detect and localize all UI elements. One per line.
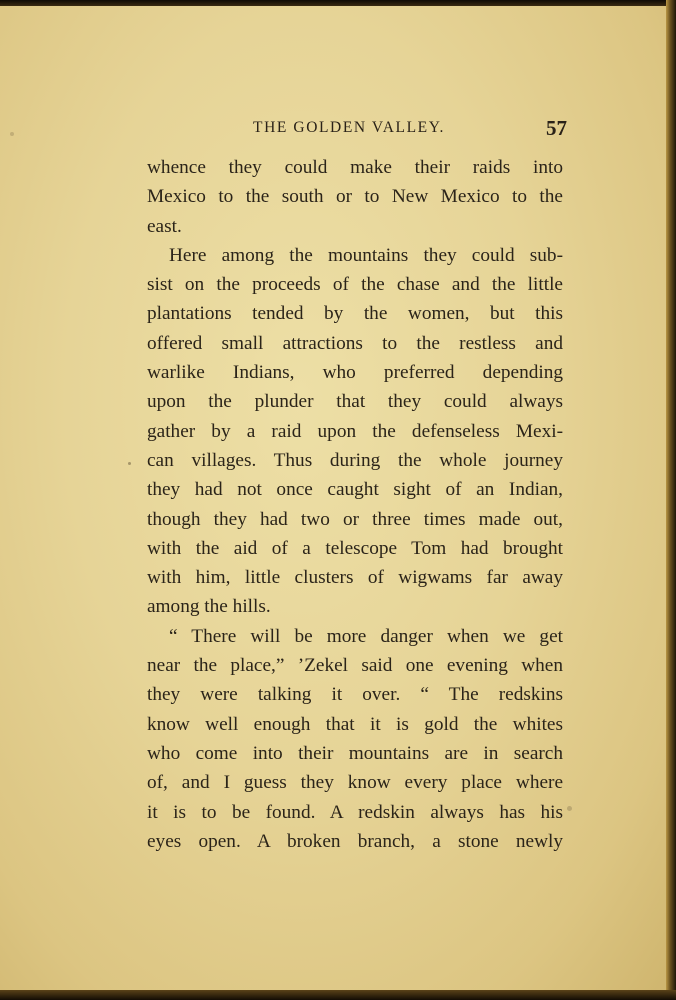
text-line: among the hills. <box>147 596 271 618</box>
book-spine-edge <box>666 0 676 1000</box>
text-line: east. <box>147 215 182 237</box>
page-number: 57 <box>546 116 567 140</box>
body-text <box>147 153 563 856</box>
text-line: can villages. Thus during the whole journey <box>147 449 563 471</box>
text-line: whence they could make their raids into <box>147 157 563 178</box>
paper-speck <box>128 462 131 465</box>
text-line: near the place,” ’Zekel said one evening when <box>147 655 563 677</box>
text-line: know well enough that it is gold the whites <box>147 713 563 735</box>
text-line: eyes open. A broken branch, a stone newly <box>147 830 563 852</box>
text-line: offered small attractions to the restless and <box>147 332 563 354</box>
text-line: with the aid of a telescope Tom had brought <box>147 537 563 559</box>
page-top-edge <box>0 0 676 6</box>
paper-speck <box>10 132 14 136</box>
text-line: of, and I guess they know every place where <box>147 772 563 794</box>
paper-speck <box>567 806 572 811</box>
page-header <box>147 116 567 142</box>
text-line: Here among the mountains they could sub- <box>169 244 563 266</box>
paragraph <box>147 241 563 622</box>
text-line: “ There will be more danger when we get <box>169 625 563 647</box>
text-line: with him, little clusters of wigwams far away <box>147 567 563 589</box>
text-line: Mexico to the south or to New Mexico to the <box>147 186 563 208</box>
text-line: they were talking it over. “ The redskins <box>147 684 563 706</box>
text-line: it is to be found. A redskin always has his <box>147 801 563 823</box>
paragraph <box>147 153 563 241</box>
page-bottom-edge <box>0 990 676 1000</box>
text-line: gather by a raid upon the defenseless Mexi- <box>147 420 563 442</box>
text-line: sist on the proceeds of the chase and the little <box>147 274 563 296</box>
text-line: who come into their mountains are in search <box>147 742 563 764</box>
text-line: though they had two or three times made out, <box>147 508 563 530</box>
paragraph <box>147 622 563 856</box>
text-line: upon the plunder that they could always <box>147 391 563 413</box>
running-title: THE GOLDEN VALLEY. <box>253 119 445 136</box>
text-line: plantations tended by the women, but this <box>147 303 563 325</box>
text-line: they had not once caught sight of an Indian, <box>147 479 563 501</box>
text-line: warlike Indians, who preferred depending <box>147 362 563 384</box>
